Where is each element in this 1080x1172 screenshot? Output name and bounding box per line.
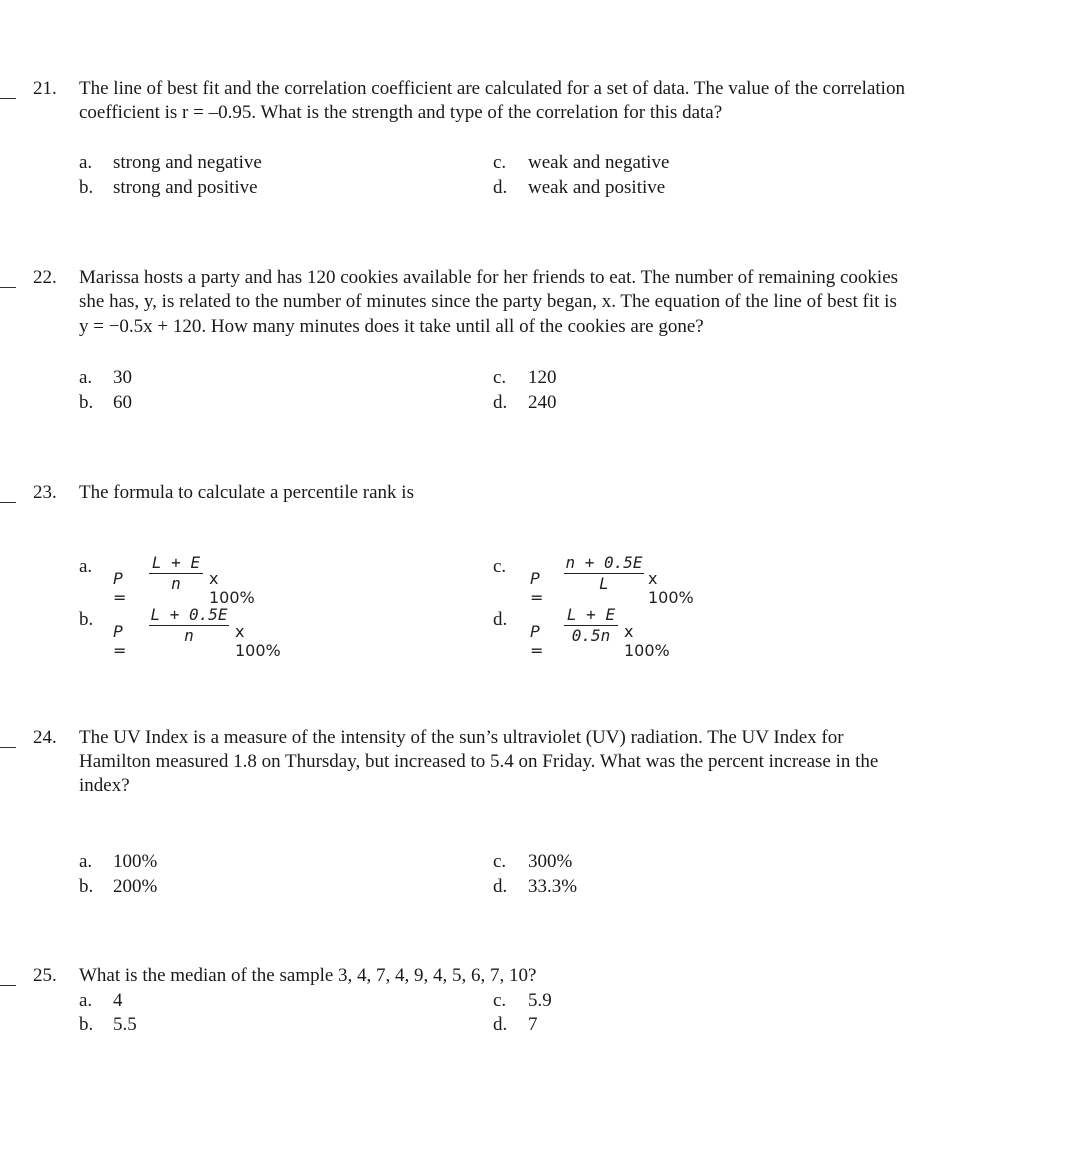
question-text-line: Marissa hosts a party and has 120 cookies available for her friends to eat. The number of remaining cookies: [79, 267, 899, 288]
question-number: 22.: [33, 267, 57, 288]
question-text-line: The line of best fit and the correlation coefficient are calculated for a set of data. The value of the correlation: [79, 78, 905, 99]
option-letter: a.: [79, 556, 93, 577]
question-text-line: she has, y, is related to the number of minutes since the party began, x. The equation of the line of best fit is: [79, 291, 897, 312]
question-text-line: index?: [79, 775, 130, 796]
option-text: 200%: [113, 876, 158, 897]
option-letter: a.: [79, 367, 93, 388]
fraction: [564, 554, 644, 593]
formula-lhs: P =: [113, 569, 127, 607]
option-letter: b.: [79, 392, 94, 413]
question-text-line: y = −0.5x + 120. How many minutes does it take until all of the cookies are gone?: [79, 316, 704, 337]
option-text: 300%: [528, 851, 573, 872]
option-letter: d.: [493, 876, 508, 897]
option-text: strong and positive: [113, 177, 258, 198]
multiplier: x 100%: [624, 622, 670, 660]
option-letter: c.: [493, 990, 507, 1011]
fraction: [149, 606, 229, 645]
option-letter: b.: [79, 609, 94, 630]
option-letter: d.: [493, 609, 508, 630]
formula-lhs: P =: [530, 622, 544, 660]
option-letter: c.: [493, 556, 507, 577]
option-letter: b.: [79, 177, 94, 198]
question-number: 25.: [33, 965, 57, 986]
option-letter: a.: [79, 990, 93, 1011]
option-text: 120: [528, 367, 557, 388]
answer-blank-23[interactable]: [0, 502, 16, 503]
option-letter: d.: [493, 392, 508, 413]
question-text-line: What is the median of the sample 3, 4, 7, 4, 9, 4, 5, 6, 7, 10?: [79, 965, 537, 986]
numerator: n + 0.5E: [565, 553, 643, 572]
answer-blank-21[interactable]: [0, 98, 16, 99]
multiplier: x 100%: [209, 569, 255, 607]
answer-blank-25[interactable]: [0, 985, 16, 986]
option-text: 5.9: [528, 990, 552, 1011]
option-text: weak and negative: [528, 152, 670, 173]
option-text: 4: [113, 990, 123, 1011]
question-text-line: Hamilton measured 1.8 on Thursday, but increased to 5.4 on Friday. What was the percent increase in the: [79, 751, 879, 772]
option-letter: c.: [493, 152, 507, 173]
fraction: [564, 606, 618, 645]
numerator: L + E: [151, 553, 201, 572]
option-letter: b.: [79, 1014, 94, 1035]
option-text: 100%: [113, 851, 158, 872]
denominator: 0.5n: [571, 626, 611, 645]
option-text: 240: [528, 392, 557, 413]
formula-lhs: P =: [113, 622, 127, 660]
option-text: 5.5: [113, 1014, 137, 1035]
numerator: L + E: [566, 605, 616, 624]
question-number: 21.: [33, 78, 57, 99]
option-text: 33.3%: [528, 876, 578, 897]
option-text: 60: [113, 392, 132, 413]
multiplier: x 100%: [235, 622, 281, 660]
denominator: n: [184, 626, 194, 645]
denominator: L: [599, 574, 609, 593]
denominator: n: [171, 574, 181, 593]
answer-blank-24[interactable]: [0, 747, 16, 748]
option-letter: d.: [493, 177, 508, 198]
option-letter: b.: [79, 876, 94, 897]
fraction: [149, 554, 203, 593]
formula-lhs: P =: [530, 569, 544, 607]
option-text: weak and positive: [528, 177, 666, 198]
option-letter: c.: [493, 851, 507, 872]
question-text-line: coefficient is r = –0.95. What is the strength and type of the correlation for this data?: [79, 102, 723, 123]
question-number: 23.: [33, 482, 57, 503]
option-text: 30: [113, 367, 132, 388]
option-letter: d.: [493, 1014, 508, 1035]
option-letter: a.: [79, 152, 93, 173]
option-text: 7: [528, 1014, 538, 1035]
answer-blank-22[interactable]: [0, 287, 16, 288]
numerator: L + 0.5E: [150, 605, 228, 624]
multiplier: x 100%: [648, 569, 694, 607]
option-letter: a.: [79, 851, 93, 872]
question-number: 24.: [33, 727, 57, 748]
question-text-line: The UV Index is a measure of the intensity of the sun’s ultraviolet (UV) radiation. The UV Index for: [79, 727, 844, 748]
question-text-line: The formula to calculate a percentile rank is: [79, 482, 414, 503]
option-letter: c.: [493, 367, 507, 388]
option-text: strong and negative: [113, 152, 262, 173]
